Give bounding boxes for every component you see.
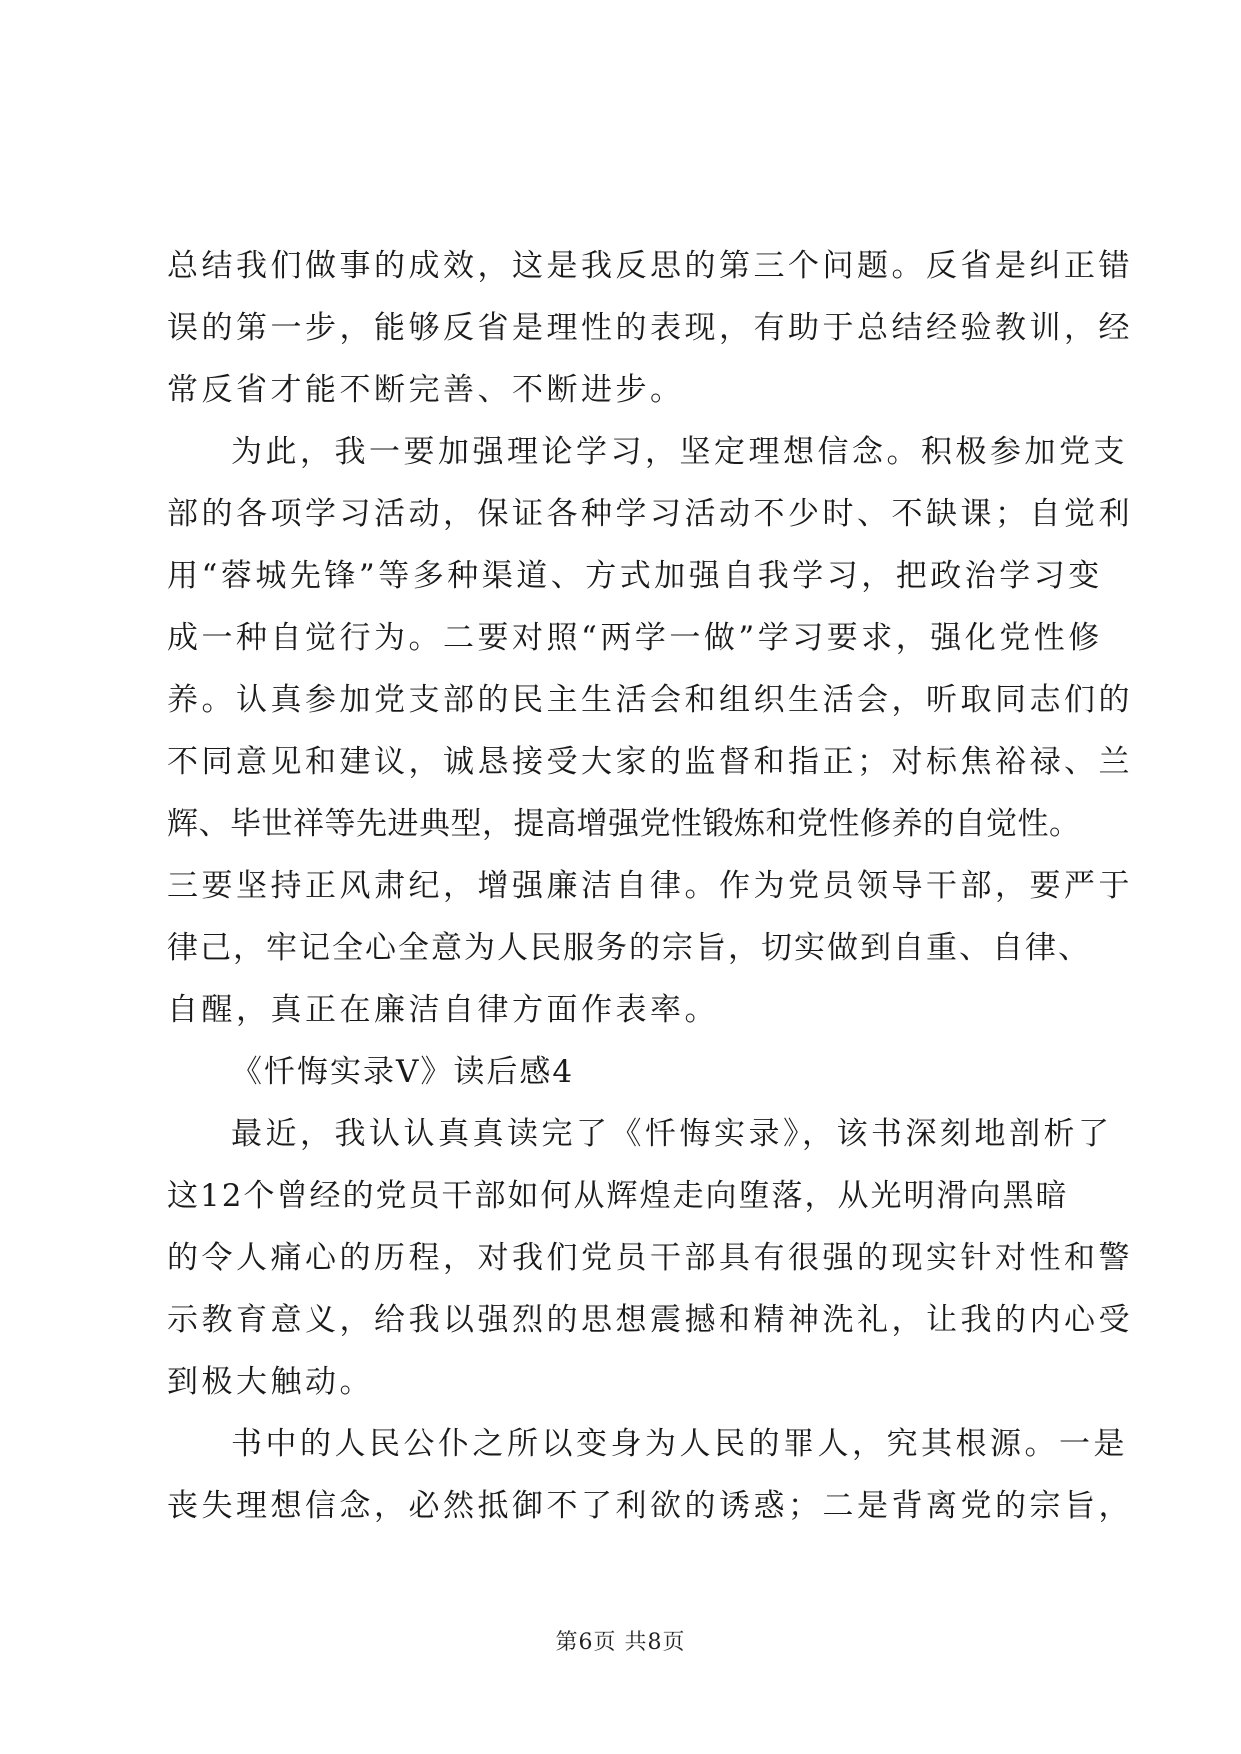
text-line: 成一种自觉行为。二要对照“两学一做”学习要求，强化党性修 (167, 620, 1103, 656)
text-line: 这12个曾经的党员干部如何从辉煌走向堕落，从光明滑向黑暗 (167, 1178, 1069, 1214)
page-number-footer: 第6页 共8页 (555, 1630, 686, 1655)
text-line: 的令人痛心的历程，对我们党员干部具有很强的现实针对性和警 (167, 1240, 1133, 1276)
text-line: 部的各项学习活动，保证各种学习活动不少时、不缺课；自觉利 (167, 496, 1133, 532)
text-line: 养。认真参加党支部的民主生活会和组织生活会，听取同志们的 (167, 682, 1133, 718)
text-line: 书中的人民公仆之所以变身为人民的罪人，究其根源。一是 (231, 1426, 1128, 1462)
text-line: 最近，我认认真真读完了《忏悔实录》，该书深刻地剖析了 (231, 1116, 1113, 1152)
text-line: 用“蓉城先锋”等多种渠道、方式加强自我学习，把政治学习变 (167, 558, 1103, 594)
text-line: 总结我们做事的成效，这是我反思的第三个问题。反省是纠正错 (167, 248, 1133, 284)
text-line: 不同意见和建议，诚恳接受大家的监督和指正；对标焦裕禄、兰 (167, 744, 1133, 780)
text-line: 自醒，真正在廉洁自律方面作表率。 (167, 992, 719, 1028)
section-heading: 《忏悔实录Ⅴ》读后感4 (231, 1054, 575, 1090)
text-line: 辉、毕世祥等先进典型，提高增强党性锻炼和党性修养的自觉性。 (167, 806, 1081, 842)
text-line: 到极大触动。 (167, 1364, 374, 1400)
text-line: 三要坚持正风肃纪，增强廉洁自律。作为党员领导干部，要严于 (167, 868, 1133, 904)
text-line: 为此，我一要加强理论学习，坚定理想信念。积极参加党支 (231, 434, 1128, 470)
text-line: 常反省才能不断完善、不断进步。 (167, 372, 685, 408)
text-line: 误的第一步，能够反省是理性的表现，有助于总结经验教训，经 (167, 310, 1133, 346)
text-line: 丧失理想信念，必然抵御不了利欲的诱惑；二是背离党的宗旨， (167, 1488, 1133, 1524)
document-body (167, 235, 1133, 1537)
text-line: 示教育意义，给我以强烈的思想震撼和精神洗礼，让我的内心受 (167, 1302, 1133, 1338)
text-line: 律己，牢记全心全意为人民服务的宗旨，切实做到自重、自律、 (167, 930, 1091, 966)
